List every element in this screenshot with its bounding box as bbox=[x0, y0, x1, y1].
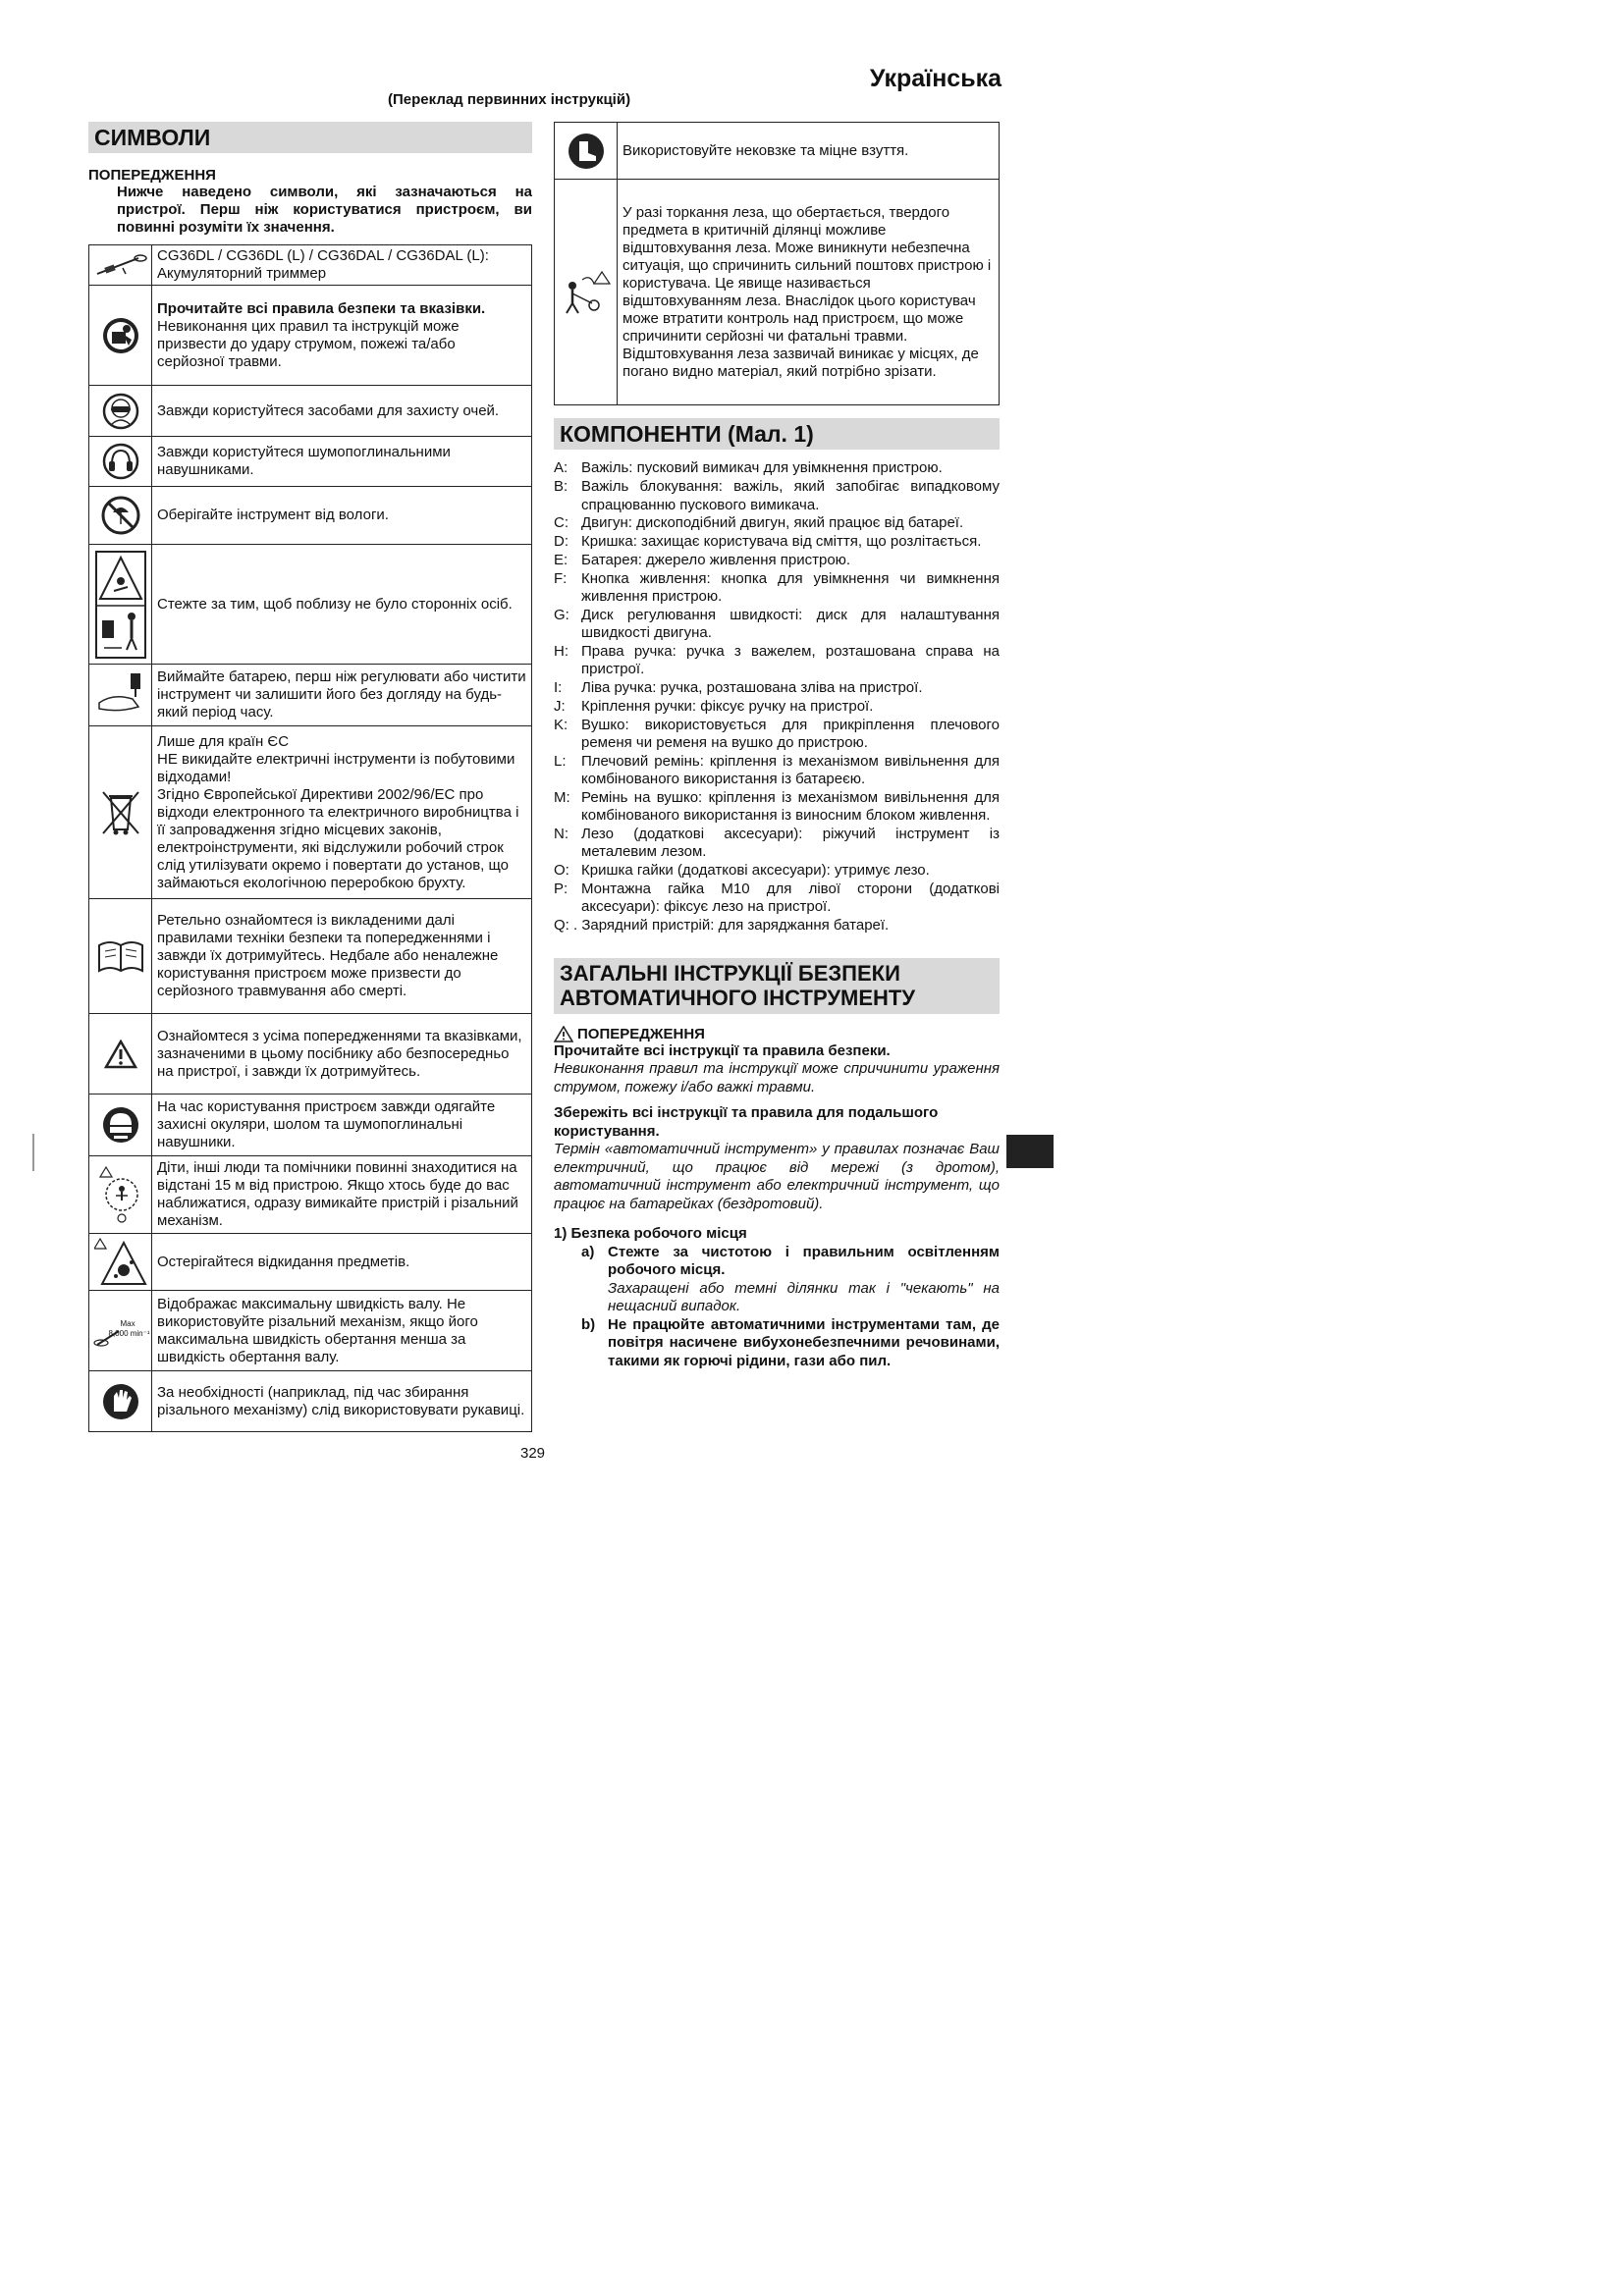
open-book-icon bbox=[89, 899, 152, 1014]
symbol-row bbox=[89, 1014, 532, 1095]
symbol-text: Згідно Європейської Директиви 2002/96/ЕС про відходи електронного та електричного виробництва і її запровадження згідно місцевих законів, електроінструменти, які відслужили робочий строк слід утилізувати окремо і повертати до установ, що займаються екологічною переробкою брухту. bbox=[157, 785, 519, 891]
list-item: C: Двигун: дископодібний двигун, який працює від батареї. bbox=[554, 514, 964, 532]
symbol-row bbox=[89, 1371, 532, 1432]
section-heading: 1) Безпека робочого місця bbox=[554, 1225, 747, 1243]
list-item: E: Батарея: джерело живлення пристрою. bbox=[554, 551, 851, 568]
symbol-row bbox=[555, 180, 1000, 405]
list-item: H: Права ручка: ручка з важелем, розташована справа на пристрої. bbox=[554, 642, 1000, 678]
symbols-intro: Нижче наведено символи, які зазначаються на пристрої. Перш ніж користуватися пристроєм, ви повинні розуміти їх значення. bbox=[117, 184, 532, 237]
symbol-row bbox=[89, 1095, 532, 1156]
read-all-heading: Прочитайте всі інструкції та правила безпеки. bbox=[554, 1041, 891, 1059]
list-item: B: Важіль блокування: важіль, який запобігає випадковому спрацюванню пускового вимикача. bbox=[554, 478, 1000, 513]
symbol-row bbox=[555, 123, 1000, 180]
symbol-row bbox=[89, 1156, 532, 1234]
symbol-row bbox=[89, 245, 532, 286]
list-item: a) Стежте за чистотою і правильним освітленням робочого місця. Захаращені або темні ділянки так і "чекають" на нещасний випадок. bbox=[581, 1243, 1000, 1315]
symbols-warning-label: ПОПЕРЕДЖЕННЯ bbox=[88, 167, 216, 185]
symbol-row bbox=[89, 726, 532, 899]
symbol-text: Оберігайте інструмент від вологи. bbox=[152, 487, 532, 545]
list-item: I: Ліва ручка: ручка, розташована зліва на пристрої. bbox=[554, 679, 923, 696]
no-rain-icon bbox=[89, 487, 152, 545]
gloves-icon bbox=[89, 1371, 152, 1432]
symbol-row bbox=[89, 1291, 532, 1371]
list-item: Q: . Зарядний пристрій: для заряджання батареї. bbox=[554, 916, 890, 934]
symbol-text: За необхідності (наприклад, під час збирання різального механізму) слід використовувати рукавиці. bbox=[152, 1371, 532, 1432]
list-item: A: Важіль: пусковий вимикач для увімкнення пристрою. bbox=[554, 459, 943, 477]
components-title: КОМПОНЕНТИ (Мал. 1) bbox=[554, 418, 1000, 450]
warning-triangle-icon bbox=[89, 1014, 152, 1095]
symbol-text: На час користування пристроєм завжди одягайте захисні окуляри, шолом та шумопоглинальні навушники. bbox=[152, 1095, 532, 1156]
list-item: G: Диск регулювання швидкості: диск для налаштування швидкості двигуна. bbox=[554, 606, 1000, 642]
bystanders-icon bbox=[89, 545, 152, 665]
weee-bin-icon bbox=[89, 726, 152, 899]
save-text: Термін «автоматичний інструмент» у правилах позначає Ваш електричний, що працює від мережі (з дротом), автоматичний інструмент або електричний інструмент, що працює на батарейках (бездротовий). bbox=[554, 1141, 1000, 1212]
symbol-text: Виймайте батарею, перш ніж регулювати або чистити інструмент чи залишити його без догляду на будь-який період часу. bbox=[152, 665, 532, 726]
eye-protection-icon bbox=[89, 386, 152, 437]
kickback-icon bbox=[555, 180, 618, 405]
list-item: N: Лезо (додаткові аксесуари): ріжучий інструмент із металевим лезом. bbox=[554, 825, 1000, 861]
translation-subtitle: (Переклад первинних інструкцій) bbox=[388, 91, 631, 108]
symbol-row bbox=[89, 665, 532, 726]
chapter-tab bbox=[1006, 1135, 1054, 1168]
symbol-text: Ретельно ознайомтеся із викладеними далі правилами техніки безпеки та попередженнями і завжди їх дотримуйтесь. Недбале або неналежне користування пристроєм може призвести до серйозного травмування або смерті. bbox=[152, 899, 532, 1014]
right-column bbox=[554, 122, 1000, 1370]
symbol-text: Використовуйте нековзке та міцне взуття. bbox=[618, 123, 1000, 180]
symbol-row bbox=[89, 899, 532, 1014]
symbol-row bbox=[89, 286, 532, 386]
symbol-row bbox=[89, 1234, 532, 1291]
symbol-row bbox=[89, 487, 532, 545]
symbol-text: Лише для країн ЄС bbox=[157, 732, 290, 750]
list-item: L: Плечовий ремінь: кріплення із механізмом вивільнення для комбінованого використання із батареєю. bbox=[554, 752, 1000, 787]
symbol-row bbox=[89, 437, 532, 487]
general-safety-title: ЗАГАЛЬНІ ІНСТРУКЦІЇ БЕЗПЕКИ АВТОМАТИЧНОГО ІНСТРУМЕНТУ bbox=[554, 958, 1000, 1014]
symbol-text: Невиконання цих правил та інструкцій може призвести до удару струмом, пожежі та/або серйозної травми. bbox=[157, 317, 460, 370]
warning-triangle-icon bbox=[554, 1026, 573, 1042]
symbol-row bbox=[89, 545, 532, 665]
list-item: b) Не працюйте автоматичними інструментами там, де повітря насичене вибухонебезпечними речовинами, такими як горючі рідини, гази або пил. bbox=[581, 1315, 1000, 1369]
general-warning: ПОПЕРЕДЖЕННЯ bbox=[554, 1026, 1000, 1042]
trimmer-icon bbox=[89, 245, 152, 286]
distance-15m-icon bbox=[89, 1156, 152, 1234]
list-item: K: Вушко: використовується для прикріплення плечового ременя чи ременя на вушко до пристрою. bbox=[554, 716, 1000, 751]
symbol-text: Ознайомтеся з усіма попередженнями та вказівками, зазначеними в цьому посібнику або безпосередньо на пристрої, і завжди їх дотримуйтесь. bbox=[152, 1014, 532, 1095]
symbols-table bbox=[88, 244, 532, 1432]
symbol-text: У разі торкання леза, що обертається, твердого предмета в критичній ділянці можливе відштовхування леза. Може виникнути небезпечна ситуація, що спричинить сильний поштовх пристрою і користувача. Це явище називається відштовхуванням леза. Внаслідок цього користувач може втратити контроль над пристроєм, що може спричинити серйозні чи фатальні травми. Відштовхування леза зазвичай виникає у місцях, де погано видно матеріал, який потрібно зрізати. bbox=[618, 180, 1000, 405]
model-line: CG36DL / CG36DL (L) / CG36DAL / CG36DAL (L): bbox=[157, 247, 489, 265]
save-heading: Збережіть всі інструкції та правила для подальшого користування. bbox=[554, 1104, 939, 1140]
symbol-text: Завжди користуйтеся шумопоглинальними навушниками. bbox=[152, 437, 532, 487]
product-name: Акумуляторний триммер bbox=[157, 265, 327, 283]
page-number: 329 bbox=[520, 1445, 546, 1462]
max-speed-label: 8,000 min⁻¹ bbox=[108, 1328, 150, 1338]
thrown-objects-icon bbox=[89, 1234, 152, 1291]
symbol-text: Остерігайтеся відкидання предметів. bbox=[152, 1234, 532, 1291]
list-item: F: Кнопка живлення: кнопка для увімкнення чи вимкнення живлення пристрою. bbox=[554, 569, 1000, 606]
list-item: O: Кришка гайки (додаткові аксесуари): утримує лезо. bbox=[554, 861, 930, 879]
ear-protection-icon bbox=[89, 437, 152, 487]
list-item: M: Ремінь на вушко: кріплення із механізмом вивільнення для комбінованого використання із виносним блоком живлення. bbox=[554, 788, 1000, 825]
language-heading: Українська bbox=[869, 65, 1001, 92]
symbol-text: Стежте за тим, щоб поблизу не було сторонніх осіб. bbox=[152, 545, 532, 665]
symbol-title: Прочитайте всі правила безпеки та вказівки. bbox=[157, 299, 486, 317]
symbol-text: Завжди користуйтеся засобами для захисту очей. bbox=[152, 386, 532, 437]
symbols-table-continued bbox=[554, 122, 1000, 405]
read-all-text: Невиконання правил та інструкції може спричинити ураження струмом, пожежу і/або важкі травми. bbox=[554, 1060, 1000, 1095]
symbol-row bbox=[89, 386, 532, 437]
max-speed-icon bbox=[89, 1291, 152, 1371]
read-manual-icon bbox=[89, 286, 152, 386]
symbol-text: Діти, інші люди та помічники повинні знаходитися на відстані 15 м від пристрою. Якщо хтось буде до вас наближатися, одразу вимикайте пристрій і різальний механізм. bbox=[152, 1156, 532, 1234]
components-list bbox=[554, 459, 1000, 934]
symbols-title: СИМВОЛИ bbox=[88, 122, 532, 153]
symbol-text: Відображає максимальну швидкість валу. Не використовуйте різальний механізм, якщо його максимальна швидкість обертання менша за швидкість обертання валу. bbox=[152, 1291, 532, 1371]
symbols-section bbox=[88, 122, 532, 1432]
list-item: D: Кришка: захищає користувача від сміття, що розлітається. bbox=[554, 533, 982, 551]
helmet-goggles-icon bbox=[89, 1095, 152, 1156]
list-item: P: Монтажна гайка M10 для лівої сторони (додаткові аксесуари): фіксує лезо на пристрої. bbox=[554, 880, 1000, 916]
boots-icon bbox=[555, 123, 618, 180]
list-item: J: Кріплення ручки: фіксує ручку на пристрої. bbox=[554, 697, 874, 715]
margin-mark bbox=[32, 1134, 34, 1171]
remove-battery-icon bbox=[89, 665, 152, 726]
symbol-text: НЕ викидайте електричні інструменти із побутовими відходами! bbox=[157, 750, 515, 785]
max-label: Max bbox=[120, 1318, 135, 1328]
